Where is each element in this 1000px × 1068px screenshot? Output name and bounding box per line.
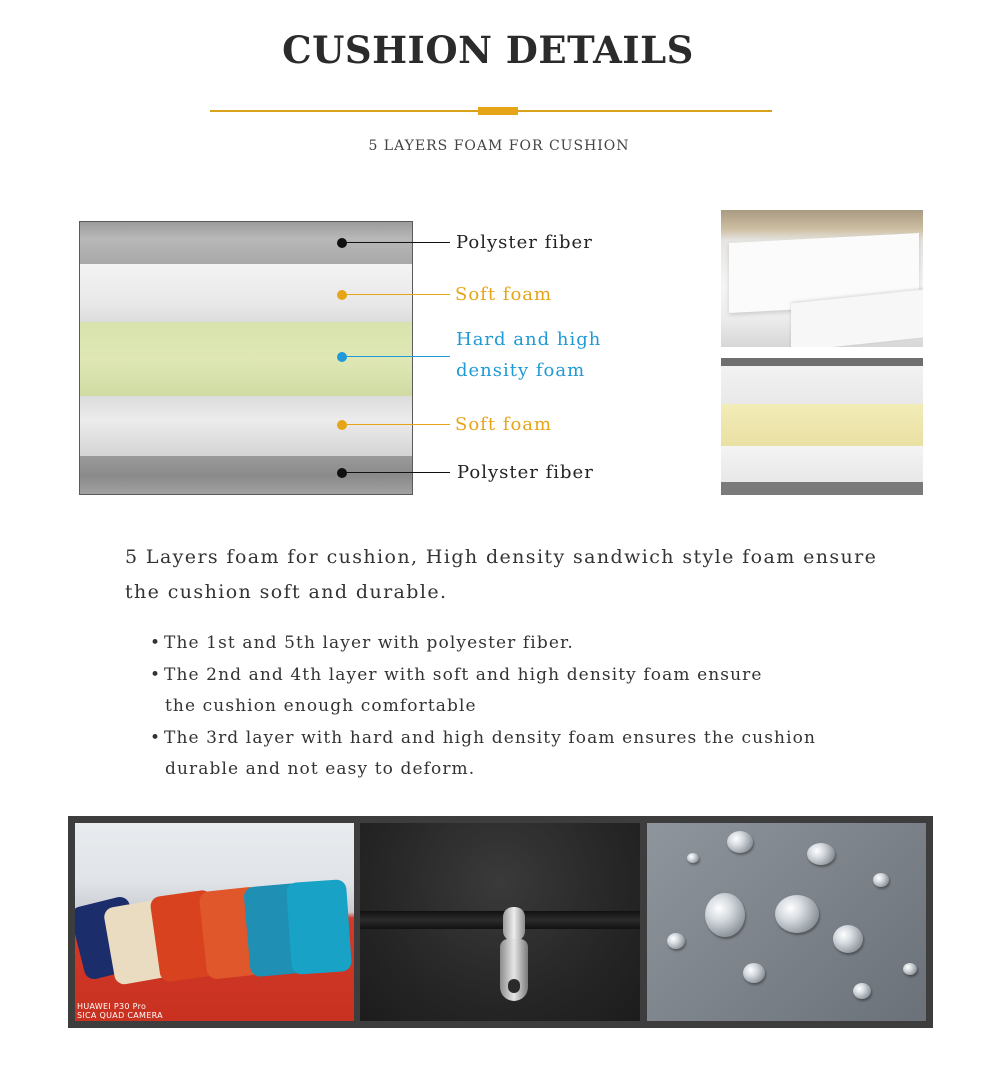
waterproof-fabric-photo <box>647 823 926 1021</box>
feature-list <box>150 628 910 786</box>
callout-line <box>346 424 450 425</box>
callout-hard-foam-line1: Hard and high <box>456 329 602 350</box>
fiber-sheets-photo <box>721 210 923 347</box>
layer-soft-foam-top <box>80 264 412 322</box>
foam-cross-section-photo <box>721 358 923 495</box>
zipper-slider <box>503 907 525 941</box>
camera-watermark-line1: HUAWEI P30 Pro <box>77 1002 147 1011</box>
layer-soft-foam-bottom <box>80 396 412 456</box>
list-item <box>150 723 910 786</box>
callout-polyester-top: Polyster fiber <box>456 232 593 253</box>
camera-watermark-line2: SICA QUAD CAMERA <box>77 1011 163 1020</box>
list-item <box>150 660 910 723</box>
water-drop <box>903 963 917 975</box>
page-subtitle: 5 LAYERS FOAM FOR CUSHION <box>368 138 630 154</box>
zipper-pull-hole <box>508 979 520 993</box>
callout-line <box>346 294 450 295</box>
zipper-photo <box>360 823 640 1021</box>
water-drop <box>833 925 863 953</box>
list-item-continuation: durable and not easy to deform. <box>165 759 476 779</box>
list-item-text: The 3rd layer with hard and high density foam ensures the cushion <box>164 727 816 748</box>
callout-dot <box>337 468 347 478</box>
callout-dot <box>337 290 347 300</box>
callout-line <box>346 242 450 243</box>
pillows-photo <box>75 823 354 1021</box>
water-drop <box>667 933 685 949</box>
bullet-mark: • <box>150 664 162 685</box>
foam-band-white <box>721 446 923 482</box>
pillow <box>286 879 352 975</box>
callout-dot <box>337 420 347 430</box>
list-item-continuation: the cushion enough comfortable <box>165 696 477 716</box>
water-drop <box>743 963 765 983</box>
foam-layers-image <box>79 221 413 495</box>
bullet-mark: • <box>150 727 162 748</box>
page-title: CUSHION DETAILS <box>282 28 694 72</box>
foam-band-base <box>721 482 923 495</box>
list-item <box>150 628 910 660</box>
water-drop <box>807 843 835 865</box>
callout-hard-foam-line2: density foam <box>456 360 586 381</box>
water-drop <box>775 895 819 933</box>
list-item-text: The 1st and 5th layer with polyester fiber. <box>164 633 574 653</box>
foam-band-white <box>721 366 923 404</box>
layer-polyester-bottom <box>80 456 412 495</box>
callout-dot <box>337 352 347 362</box>
zipper-track <box>360 911 640 929</box>
description-line2: the cushion soft and durable. <box>125 581 448 603</box>
water-drop <box>705 893 745 937</box>
callout-polyester-bottom: Polyster fiber <box>457 462 594 483</box>
callout-soft-foam-bottom: Soft foam <box>455 414 553 435</box>
callout-hard-foam <box>456 324 601 386</box>
water-drop <box>727 831 753 853</box>
water-drop <box>687 853 699 863</box>
water-drop <box>873 873 889 887</box>
callout-soft-foam-top: Soft foam <box>455 284 553 305</box>
callout-dot <box>337 238 347 248</box>
bullet-mark: • <box>150 633 162 653</box>
description-paragraph <box>125 540 925 610</box>
callout-line <box>346 356 450 357</box>
camera-watermark <box>77 1002 163 1020</box>
title-divider-accent <box>478 107 518 115</box>
list-item-text: The 2nd and 4th layer with soft and high density foam ensure <box>164 664 763 685</box>
foam-band-yellow <box>721 404 923 446</box>
water-drop <box>853 983 871 999</box>
layer-hard-foam <box>80 322 412 396</box>
description-line1: 5 Layers foam for cushion, High density sandwich style foam ensure <box>125 546 878 568</box>
layer-polyester-top <box>80 222 412 264</box>
callout-line <box>346 472 450 473</box>
